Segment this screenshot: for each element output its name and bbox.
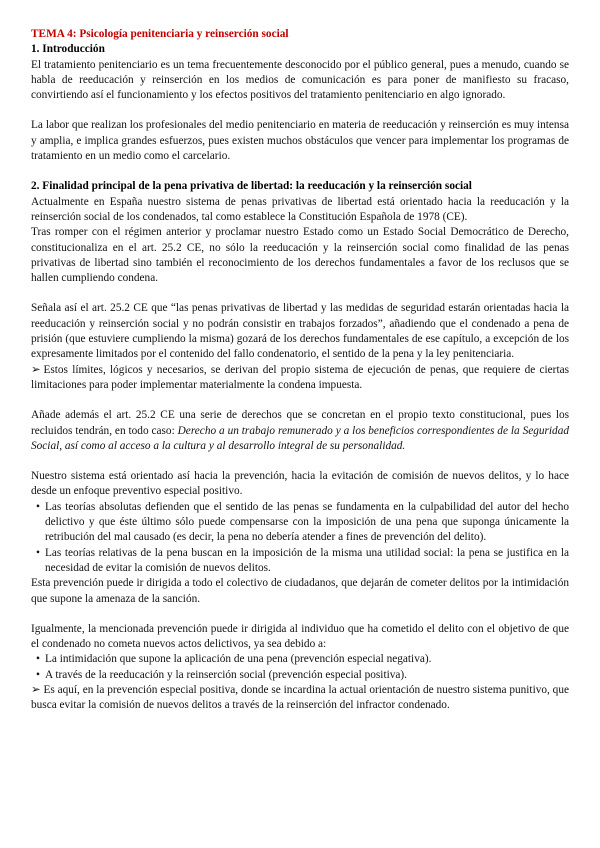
bullet-item-text: Las teorías absolutas defienden que el sentido de las penas se fundamenta en la culpabilidad del autor del hecho delictivo y que éste último sólo puede compensarse con la imposición de una pena que suponga únicamente la retribución del mal causado (es decir, la pena no debería atender a fines de prevención del delito).	[45, 500, 569, 544]
section-1-heading: 1. Introducción	[31, 43, 105, 56]
bullet-item-absolute-theories	[31, 500, 569, 546]
arrow-item-text: Estos límites, lógicos y necesarios, se derivan del propio sistema de ejecución de penas, que requiere de ciertas limitaciones para poder implementar materialmente la condena impuesta.	[31, 363, 569, 391]
paragraph-4-text: Añade además el art. 25.2 CE una serie de derechos que se concretan en el propio texto constitucional, pues los recluidos tendrán, en todo caso:	[31, 409, 569, 437]
section-2-heading: 2. Finalidad principal de la pena privativa de libertad: la reeducación y la reinserción social	[31, 180, 472, 193]
spacer	[31, 164, 569, 179]
bullet-item-text: Las teorías relativas de la pena buscan en la imposición de la misma una utilidad social: la pena se justifica en la necesidad de evitar la comisión de nuevos delitos.	[45, 546, 569, 574]
spacer	[31, 286, 569, 301]
paragraph-4-italic-quote: Derecho a un trabajo remunerado y a los beneficios correspondientes de la Seguridad Social, así como al acceso a la cultura y al desarrollo integral de su personalidad.	[31, 424, 570, 452]
bullet-item-text: La intimidación que supone la aplicación de una pena (prevención especial negativa).	[45, 653, 432, 666]
bullet-icon: •	[36, 653, 40, 666]
arrow-item-limits	[31, 363, 569, 394]
spacer	[31, 607, 569, 622]
section-2-paragraph-5: Nuestro sistema está orientado así hacia la prevención, hacia la evitación de comisión de nuevos delitos, y lo hace desde un enfoque preventivo especial positivo.	[31, 470, 569, 498]
bullet-item-text: A través de la reeducación y la reinserción social (prevención especial positiva).	[45, 668, 407, 681]
bullet-item-relative-theories	[31, 546, 569, 577]
section-2-paragraph-2: Tras romper con el régimen anterior y proclamar nuestro Estado como un Estado Social Democrático de Derecho, constitucionaliza en el art. 25.2 CE, no sólo la reeducación y la reinserción social como finalidad de las penas privativas de libertad sino también el reconocimiento de los derechos fundamentales a favor de los reclusos que se hallen cumpliendo condena.	[31, 226, 569, 285]
bullet-icon: •	[36, 546, 40, 559]
section-2-paragraph-4	[31, 408, 569, 454]
arrow-icon: ➢	[31, 363, 41, 376]
bullet-item-negative-prevention	[31, 652, 569, 667]
spacer	[31, 103, 569, 118]
intro-paragraph-2: La labor que realizan los profesionales del medio penitenciario en materia de reeducación y reinserción es muy intensa y amplia, e implica grandes esfuerzos, pues existen muchos obstáculos que vencer para implementar los programas de tratamiento en un medio como el carcelario.	[31, 119, 569, 163]
bullet-item-positive-prevention	[31, 668, 569, 683]
spacer	[31, 454, 569, 469]
arrow-item-text: Es aquí, en la prevención especial positiva, donde se incardina la actual orientación de nuestro sistema punitivo, que busca evitar la comisión de nuevos delitos a través de la reinserción del infractor condenado.	[31, 683, 569, 712]
bullet-icon: •	[36, 668, 40, 681]
arrow-item-conclusion	[31, 683, 569, 714]
bullet-icon: •	[36, 500, 40, 513]
section-2-paragraph-3: Señala así el art. 25.2 CE que “las penas privativas de libertad y las medidas de seguridad estarán orientadas hacia la reeducación y reinserción social y no podrán consistir en trabajos forzados”, añadiendo que el condenado a pena de prisión (que estuviere cumpliendo la misma) gozará de los derechos fundamentales de ese capítulo, a excepción de los expresamente limitados por el contenido del fallo condenatorio, el sentido de la pena y la ley penitenciaria.	[31, 302, 569, 361]
arrow-icon: ➢	[31, 683, 41, 696]
intro-paragraph-1: El tratamiento penitenciario es un tema frecuentemente desconocido por el público general, pues a menudo, cuando se habla de reeducación y reinserción en los medios de comunicación es para poner de manifiesto su fracaso, convirtiendo así el funcionamiento y los efectos positivos del tratamiento penitenciario en algo ignorado.	[31, 58, 569, 102]
spacer	[31, 393, 569, 408]
document-title: TEMA 4: Psicología penitenciaria y reinserción social	[31, 28, 289, 40]
section-2-paragraph-1: Actualmente en España nuestro sistema de penas privativas de libertad está orientado hacia la reeducación y la reinserción social de los condenados, tal como establece la Constitución Española de 1978 (CE).	[31, 195, 569, 223]
section-2-paragraph-6: Esta prevención puede ir dirigida a todo el colectivo de ciudadanos, que dejarán de cometer delitos por la intimidación que supone la amenaza de la sanción.	[31, 577, 569, 605]
section-2-paragraph-7: Igualmente, la mencionada prevención puede ir dirigida al individuo que ha cometido el delito con el objetivo de que el condenado no cometa nuevos actos delictivos, ya sea debido a:	[31, 622, 569, 651]
